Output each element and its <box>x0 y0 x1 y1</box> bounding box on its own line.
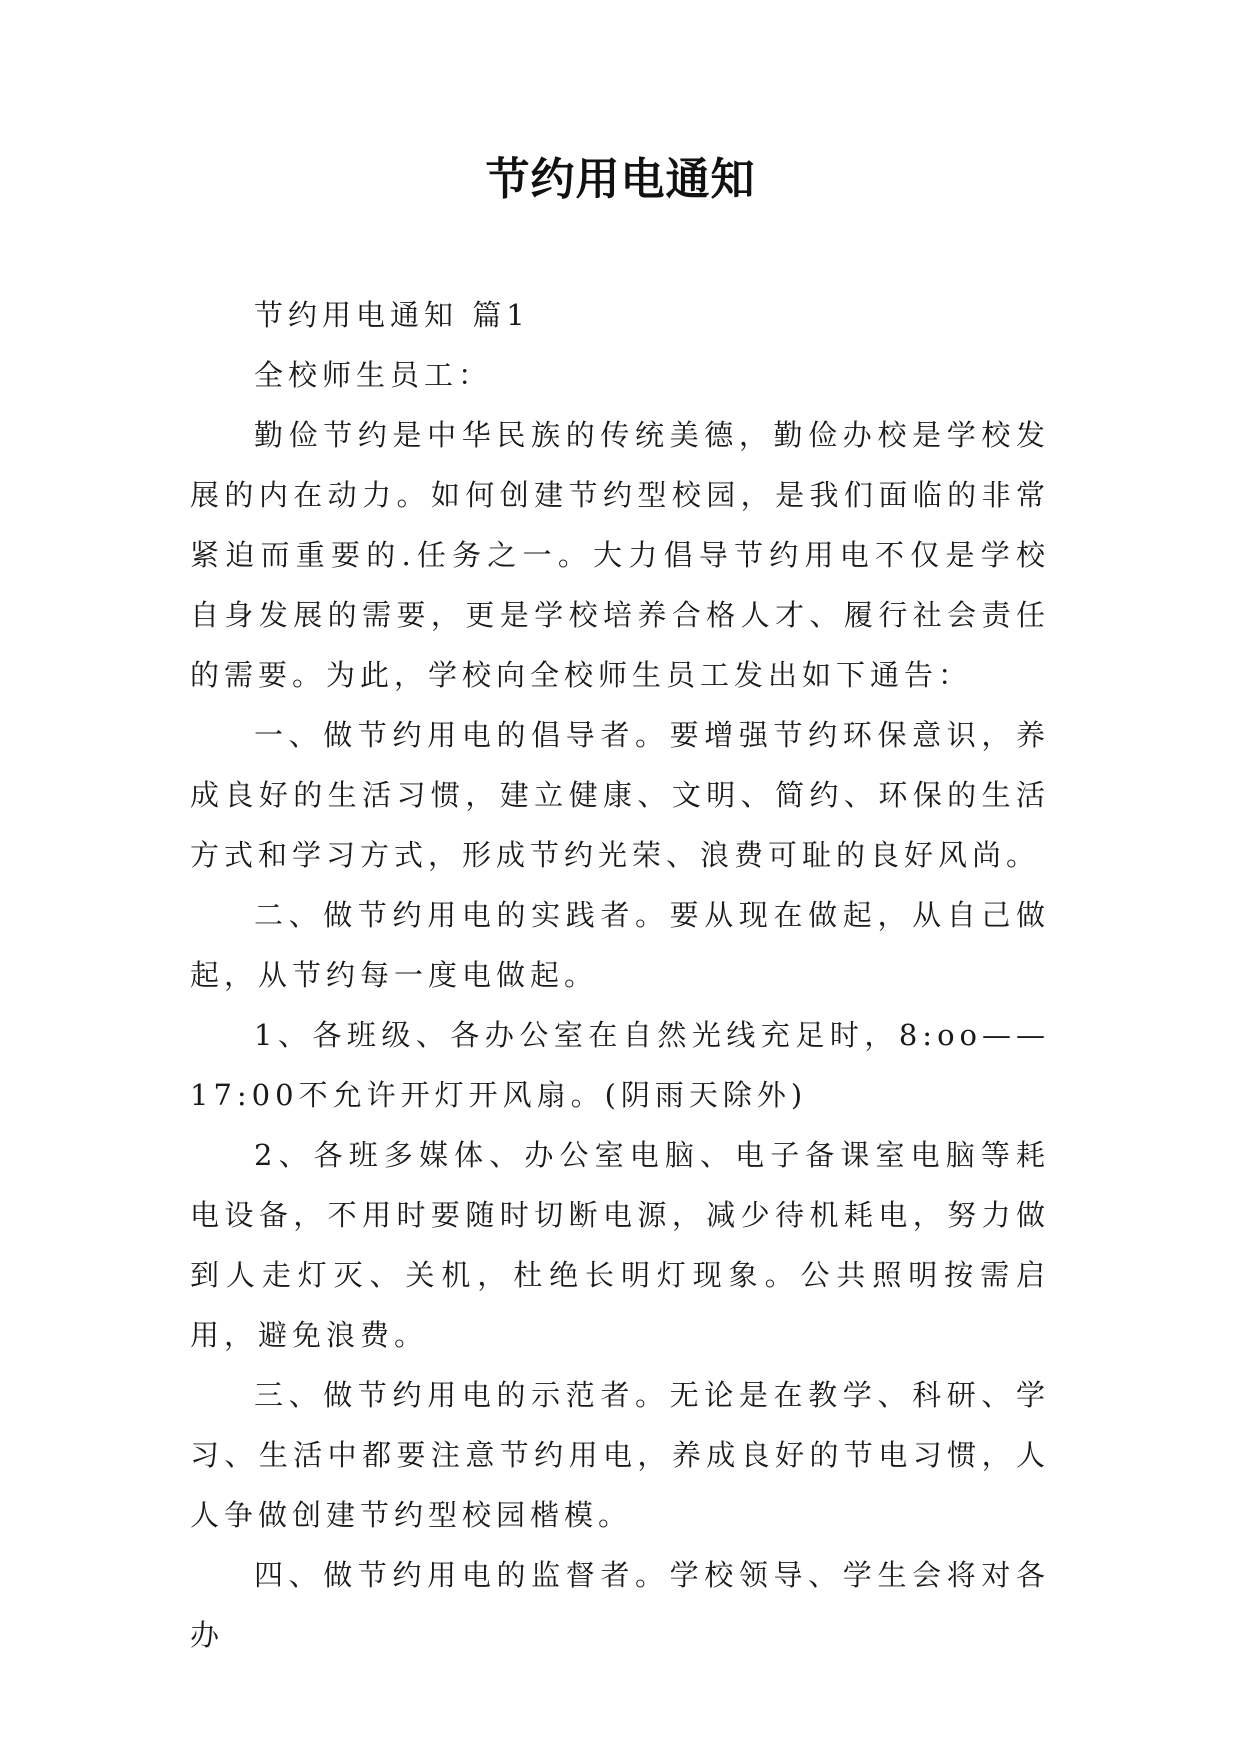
point-four-paragraph: 四、做节约用电的监督者。学校领导、学生会将对各办 <box>190 1558 1050 1652</box>
item-one-paragraph: 1、各班级、各办公室在自然光线充足时，8:oo——17:00不允许开灯开风扇。(阴雨天除外) <box>190 1018 1050 1112</box>
point-three-paragraph: 三、做节约用电的示范者。无论是在教学、科研、学习、生活中都要注意节约用电，养成良好的节电习惯，人人争做创建节约型校园楷模。 <box>190 1378 1050 1532</box>
item-two-paragraph: 2、各班多媒体、办公室电脑、电子备课室电脑等耗电设备，不用时要随时切断电源，减少待机耗电，努力做到人走灯灭、关机，杜绝长明灯现象。公共照明按需启用，避免浪费。 <box>190 1138 1050 1352</box>
intro-paragraph: 勤俭节约是中华民族的传统美德，勤俭办校是学校发展的内在动力。如何创建节约型校园，是我们面临的非常紧迫而重要的.任务之一。大力倡导节约用电不仅是学校自身发展的需要，更是学校培养合格人才、履行社会责任的需要。为此，学校向全校师生员工发出如下通告： <box>190 418 1050 692</box>
salutation: 全校师生员工： <box>254 358 493 392</box>
point-one-paragraph: 一、做节约用电的倡导者。要增强节约环保意识，养成良好的生活习惯，建立健康、文明、简约、环保的生活方式和学习方式，形成节约光荣、浪费可耻的良好风尚。 <box>190 718 1050 872</box>
document-body <box>190 285 1050 1665</box>
section-heading: 节约用电通知 篇1 <box>254 298 530 332</box>
point-two-paragraph: 二、做节约用电的实践者。要从现在做起，从自己做起，从节约每一度电做起。 <box>190 898 1050 992</box>
document-title: 节约用电通知 <box>485 154 756 205</box>
